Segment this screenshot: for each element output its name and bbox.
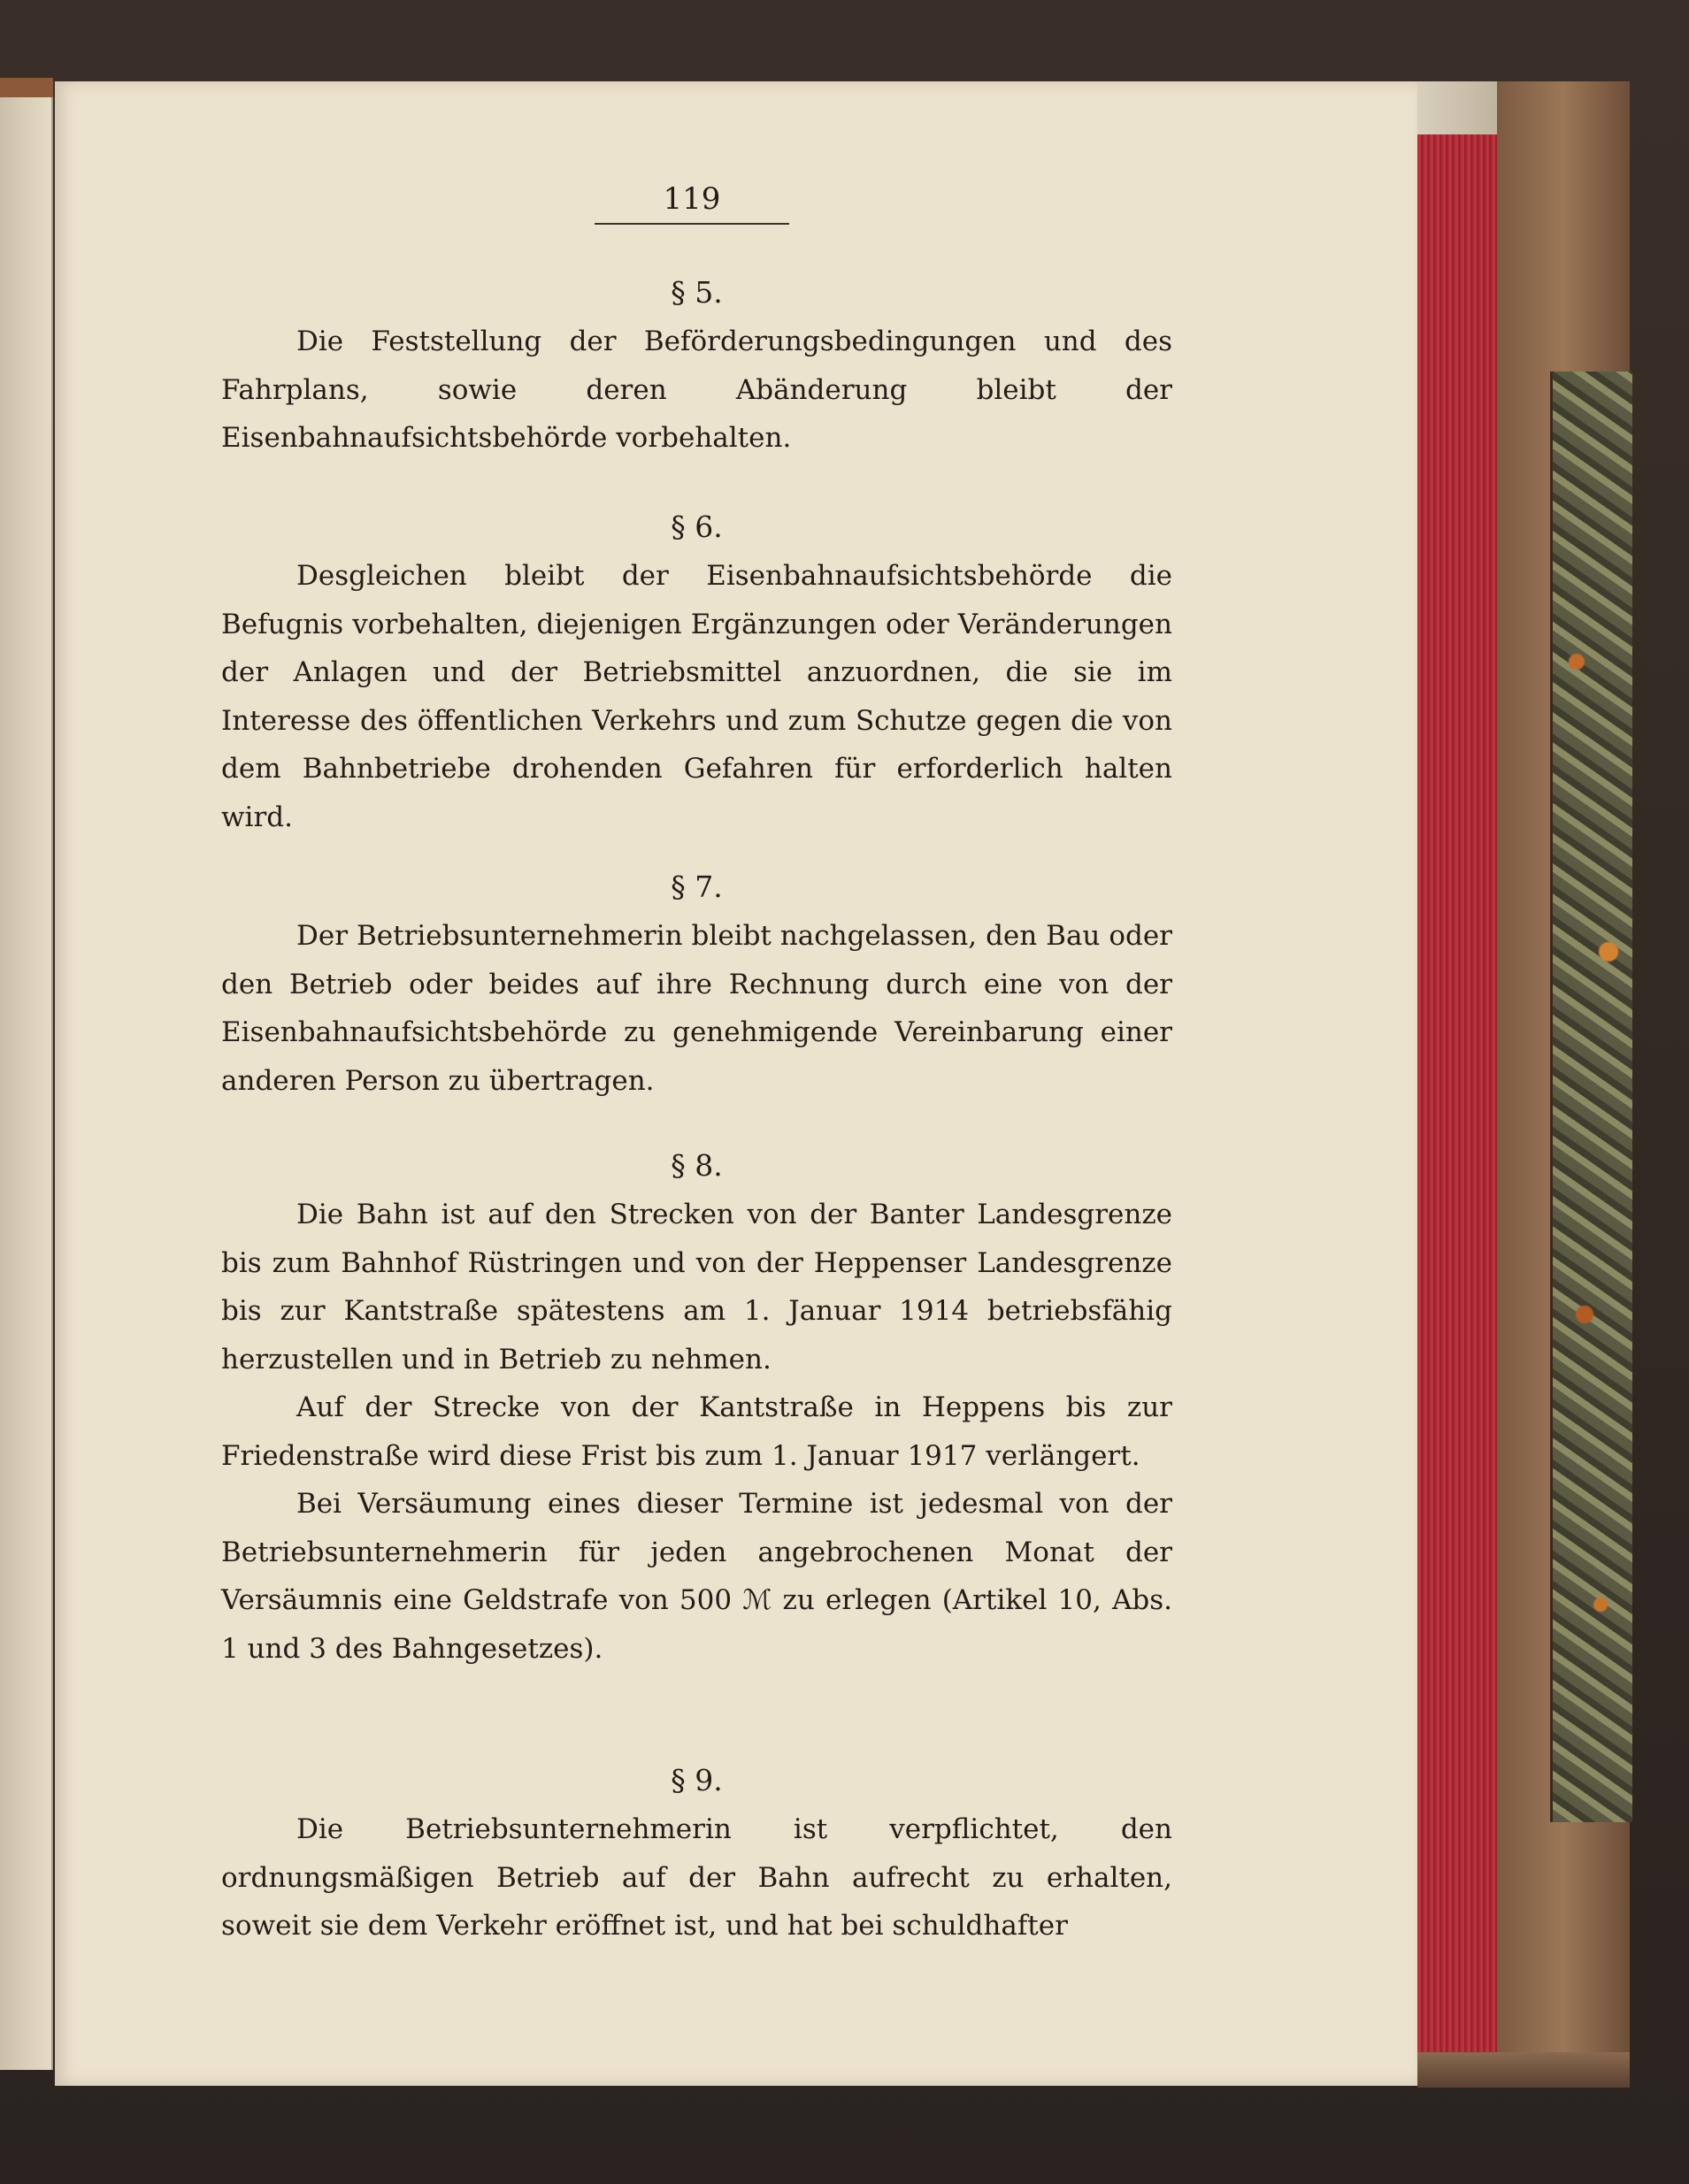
section-9 bbox=[221, 1756, 1172, 1950]
binding-bottom bbox=[1417, 2052, 1630, 2088]
paragraph: Bei Versäumung eines dieser Termine ist jedesmal von der Betriebsunternehmerin für jeden angebrochenen Monat der Versäumnis eine Geldstrafe von 500 ℳ zu erlegen (Artikel 10, Abs. 1 und 3 des Bahngesetzes). bbox=[221, 1488, 1172, 1665]
page-number: 119 bbox=[663, 181, 721, 217]
paragraph: Die Feststellung der Beförderungsbedingungen und des Fahrplans, sowie deren Abänderung bleibt der Eisenbahnaufsichtsbehörde vorbehalten. bbox=[221, 326, 1172, 454]
section-heading: § 5. bbox=[671, 275, 723, 310]
page-edges-red bbox=[1417, 81, 1497, 2086]
section-heading: § 9. bbox=[671, 1763, 723, 1797]
marbled-cover bbox=[1550, 372, 1632, 1822]
section-heading: § 6. bbox=[671, 510, 723, 544]
section-7 bbox=[221, 862, 1172, 1105]
page-number-rule bbox=[595, 223, 789, 225]
paragraph: Die Bahn ist auf den Strecken von der Banter Landesgrenze bis zum Bahnhof Rüstringen und von der Heppenser Landesgrenze bis zur Kantstraße spätestens am 1. Januar 1914 betriebsfähig herzustellen und in Betrieb zu nehmen. bbox=[221, 1199, 1172, 1376]
section-heading: § 7. bbox=[671, 870, 723, 904]
section-5 bbox=[221, 268, 1172, 463]
section-heading: § 8. bbox=[671, 1148, 723, 1183]
left-cover-edge bbox=[0, 78, 53, 97]
paragraph: Die Betriebsunternehmerin ist verpflichtet, den ordnungsmäßigen Betrieb auf der Bahn aufrecht zu erhalten, soweit sie dem Verkehr eröffnet ist, und hat bei schuldhafter bbox=[221, 1813, 1172, 1942]
section-8 bbox=[221, 1141, 1172, 1673]
left-page-edge bbox=[0, 97, 53, 2070]
paragraph: Desgleichen bleibt der Eisenbahnaufsichtsbehörde die Befugnis vorbehalten, diejenigen Ergänzungen oder Veränderungen der Anlagen und der Betriebsmittel anzuordnen, die sie im Interesse des öffentlichen Verkehrs und zum Schutze gegen die von dem Bahnbetriebe drohenden Gefahren für erforderlich halten wird. bbox=[221, 560, 1172, 833]
page-edge-top bbox=[1417, 81, 1497, 134]
paragraph: Auf der Strecke von der Kantstraße in Heppens bis zur Friedenstraße wird diese Frist bis zum 1. Januar 1917 verlängert. bbox=[221, 1391, 1172, 1472]
paragraph: Der Betriebsunternehmerin bleibt nachgelassen, den Bau oder den Betrieb oder beides auf ihre Rechnung durch eine von der Eisenbahnaufsichtsbehörde zu genehmigende Vereinbarung einer anderen Person zu übertragen. bbox=[221, 920, 1172, 1097]
section-6 bbox=[221, 502, 1172, 841]
